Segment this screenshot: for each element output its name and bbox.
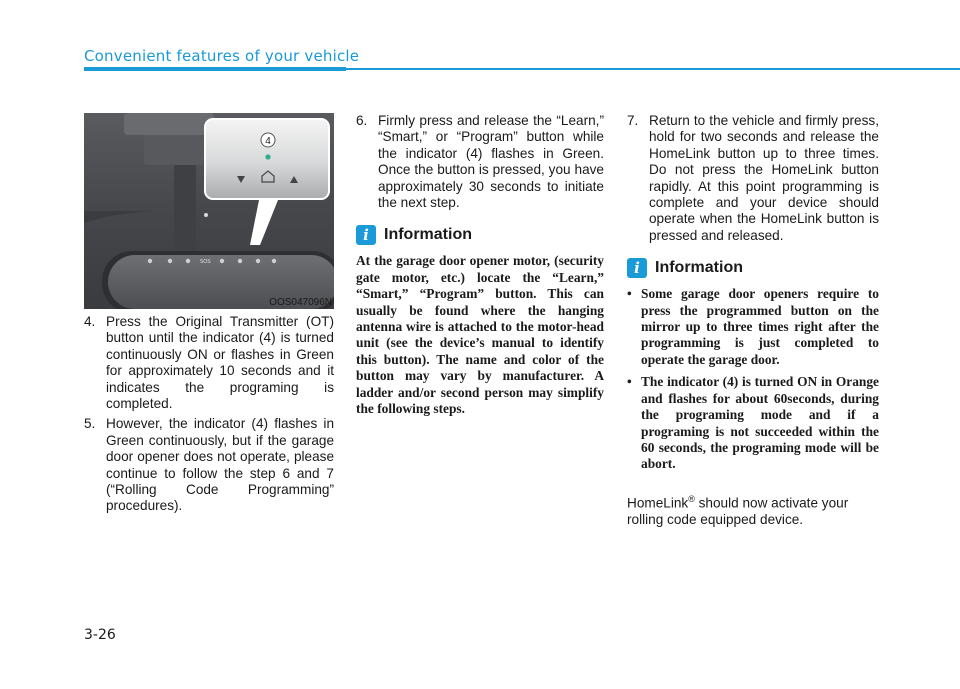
information-title: Information [655,259,743,277]
step-text: Firmly press and release the “Learn,” “Smart,” or “Program” button while the indicator (4) flashes in Green. Once the button is pressed, you have approximately 30 seconds to initiate the next step. [378,113,604,211]
section-title: Convenient features of your vehicle [84,47,360,65]
bullet-text: The indicator (4) is turned ON in Orange and flashes for about 60seconds, during the programing mode and if a programing is not succeeded within the 60 seconds, the programing mode will be abort. [641,374,879,472]
homelink-brand: HomeLink [627,495,689,511]
registered-mark: ® [688,493,695,504]
step-text: Press the Original Transmitter (OT) button until the indicator (4) is turned continuously ON or flashes in Green for approximately 10 seconds and it indicates the programing is completed. [106,314,334,412]
callout-number: 4 [265,136,271,147]
mirror-sensor-dot [204,213,208,217]
information-heading [627,258,879,278]
step-5 [84,416,334,514]
column-2 [356,113,604,418]
step-7 [627,113,879,244]
mirror-illustration [84,113,334,309]
mirror-stem-shape [174,165,196,255]
step-number: 6. [356,113,368,128]
info-icon: i [356,225,376,245]
information-text: At the garage door opener motor, (security gate motor, etc.) locate the “Learn,” “Smart,” “Program” button. This can usually be found where the hanging antenna wire is attached to the motor-head unit (see the device’s manual to identify this button). The name and color of the button may vary by manufacturer. A ladder and/or second person may simplify the following steps. [356,253,604,417]
page-header [84,47,960,71]
bullet-text: Some garage door openers require to press the programmed button on the mirror up to three times right after the programming is just completed to operate the garage door. [641,286,879,367]
indicator-led [265,154,270,159]
header-rule-thin [346,68,960,70]
info-icon: i [627,258,647,278]
step-text: Return to the vehicle and firmly press, hold for two seconds and release the HomeLink button up to three times. Do not press the HomeLink button rapidly. At this point programming is complete and your device should operate when the HomeLink button is pressed and released. [649,113,879,243]
bullet-dot: • [627,286,632,302]
information-heading [356,225,604,245]
figure-code: OOS047096N [269,297,332,308]
step-number: 4. [84,314,96,329]
step-4 [84,314,334,412]
step-text: However, the indicator (4) flashes in Green continuously, but if the garage door opener does not operate, please continue to follow the step 6 and 7 (“Rolling Code Programming” procedures). [106,416,334,514]
column-3 [627,113,879,528]
homelink-text: should now activate your rolling code equipped device. [627,495,849,527]
step-number: 5. [84,416,96,432]
information-bullet [627,374,879,472]
page-number: 3-26 [84,627,116,643]
mirror-mount-shape [144,135,204,165]
step-6 [356,113,604,211]
overhead-console-shape [124,113,214,135]
column-1 [84,314,334,519]
information-bullet [627,286,879,368]
step-number: 7. [627,113,639,128]
mirror-svg [84,113,334,309]
information-title: Information [384,226,472,244]
bullet-dot: • [627,374,632,390]
header-rule-thick [84,67,346,71]
homelink-note [627,491,879,528]
sos-label: SOS [200,259,211,265]
